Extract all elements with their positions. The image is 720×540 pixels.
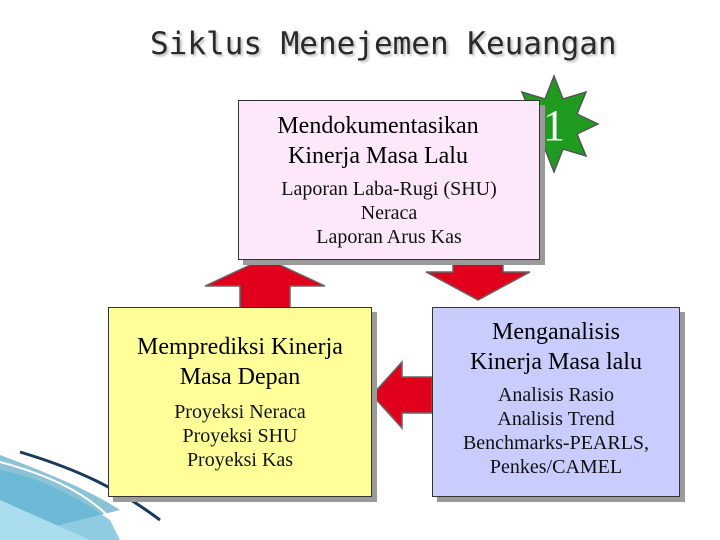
heading-line: Masa Depan: [179, 364, 301, 390]
arrow-left-to-left-box: [372, 362, 432, 428]
list-item: Analisis Trend: [497, 408, 615, 430]
box-heading: [433, 317, 679, 377]
box-heading: [109, 332, 371, 392]
page-title: Siklus Menejemen Keuangan: [150, 26, 617, 62]
box-items: [109, 400, 371, 472]
heading-line: Memprediksi Kinerja: [137, 334, 343, 360]
heading-line: Kinerja Masa lalu: [470, 349, 642, 375]
box-predict-future-performance: [108, 307, 372, 497]
arrow-down-to-right-box: [426, 258, 530, 300]
star-badge-number: 1: [543, 101, 565, 150]
box-heading: [253, 111, 503, 171]
heading-line: Mendokumentasikan: [277, 113, 479, 139]
list-item: Laporan Arus Kas: [316, 226, 462, 248]
list-item: Proyeksi Neraca: [174, 401, 306, 423]
heading-line: Menganalisis: [492, 319, 620, 345]
box-analyze-past-performance: [432, 307, 680, 497]
box-items: [239, 177, 539, 249]
list-item: Proyeksi SHU: [182, 425, 298, 447]
list-item: Neraca: [360, 202, 418, 224]
list-item: Analisis Rasio: [497, 384, 615, 406]
list-item: Proyeksi Kas: [186, 449, 294, 471]
list-item: Benchmarks-PEARLS,: [462, 432, 650, 454]
heading-line: Kinerja Masa Lalu: [288, 143, 468, 169]
list-item: Laporan Laba-Rugi (SHU): [281, 178, 497, 200]
box-items: [433, 383, 679, 479]
box-document-past-performance: [238, 100, 540, 260]
list-item: Penkes/CAMEL: [489, 456, 623, 478]
